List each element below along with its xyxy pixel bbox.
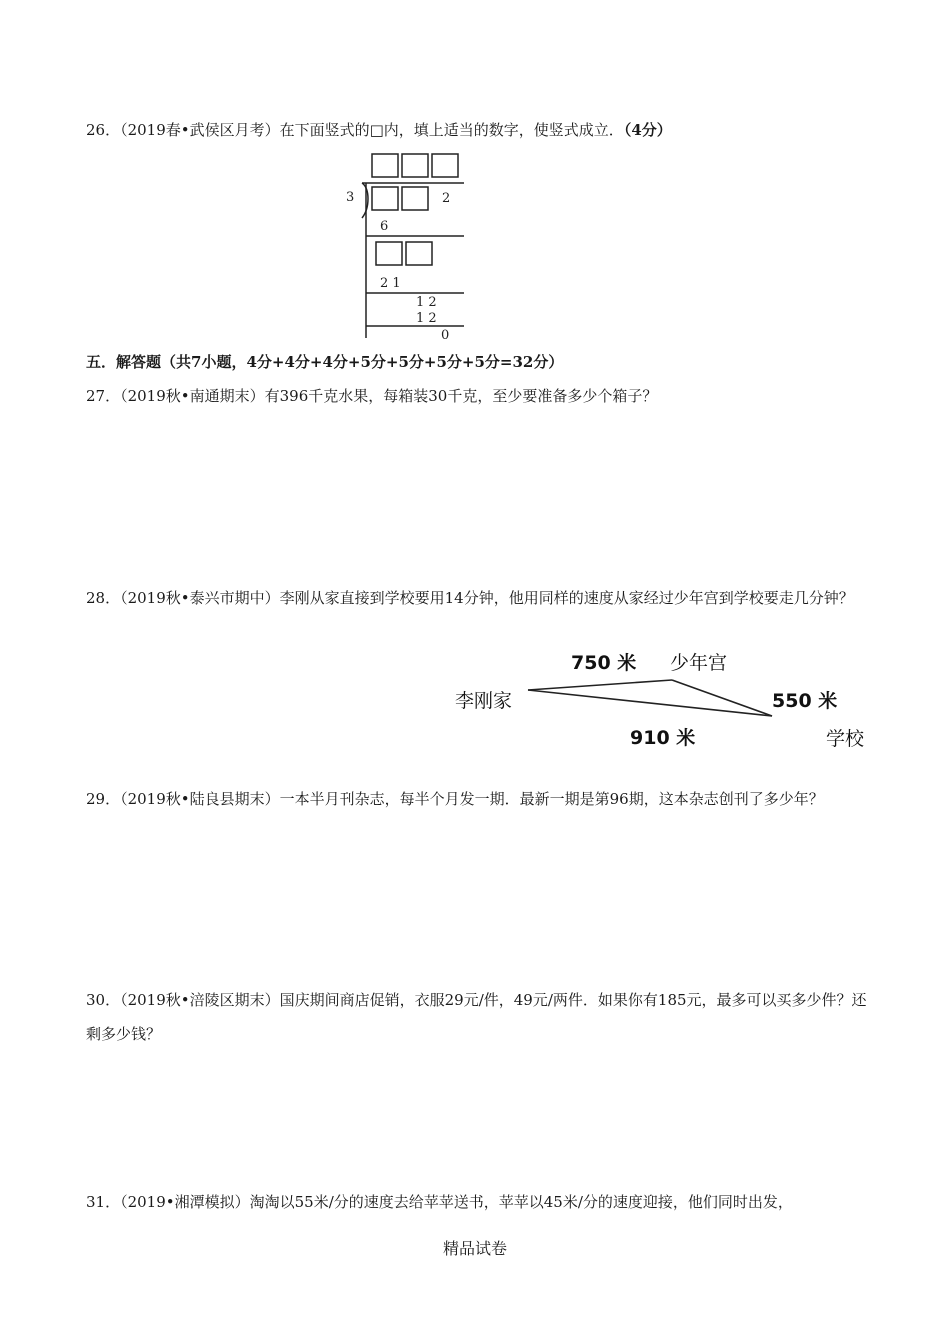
question-points: （4分）	[623, 121, 672, 139]
route-map-figure	[450, 645, 880, 760]
divisor-digit: 3	[346, 190, 355, 205]
home-to-school-distance: 910 米	[630, 727, 696, 749]
home-label: 李刚家	[455, 690, 513, 712]
question-text: 在下面竖式的□内，填上适当的数字，使竖式成立．	[279, 121, 624, 139]
section-title: 五．解答题（共7小题，4分+4分+4分+5分+5分+5分+5分=32分）	[86, 353, 564, 371]
division-bracket	[362, 183, 368, 218]
school-label: 学校	[826, 728, 865, 750]
quotient-box-1	[372, 154, 398, 177]
dividend-known-digit: 2	[442, 191, 451, 206]
question-number: 29．	[86, 790, 121, 808]
question-text: 李刚从家直接到学校要用14分钟，他用同样的速度从家经过少年宫到学校要走几分钟？	[279, 589, 854, 607]
question-number: 27．	[86, 387, 121, 405]
first-product: 6	[380, 219, 389, 234]
quotient-box-3	[432, 154, 458, 177]
home-to-palace-line	[528, 680, 672, 690]
question-source: （2019秋•陆良县期末）	[120, 790, 280, 808]
question-number: 26．	[86, 121, 121, 139]
palace-label: 少年宫	[670, 652, 728, 674]
question-text: 一本半月刊杂志，每半个月发一期．最新一期是第96期，这本杂志创刊了多少年？	[279, 790, 824, 808]
palace-to-school-distance: 550 米	[772, 690, 838, 712]
question-30	[86, 983, 868, 1051]
question-source: （2019秋•泰兴市期中）	[120, 589, 280, 607]
question-text: 淘淘以55米/分的速度去给苹苹送书，苹苹以45米/分的速度迎接，他们同时出发，	[249, 1193, 793, 1211]
question-source: （2019春•武侯区月考）	[120, 121, 280, 139]
third-line: 1 2	[416, 295, 437, 310]
quotient-box-2	[402, 154, 428, 177]
second-product: 2 1	[380, 276, 401, 291]
question-number: 30．	[86, 991, 121, 1009]
question-text: 有396千克水果，每箱装30千克，至少要准备多少个箱子？	[264, 387, 658, 405]
question-31	[86, 1185, 868, 1219]
question-text: 国庆期间商店促销，衣服29元/件，49元/两件．如果你有185元，最多可以买多少件？还剩多少钱？	[86, 991, 867, 1043]
question-29	[86, 782, 868, 816]
remainder-digit: 0	[441, 328, 450, 343]
question-number: 28．	[86, 589, 121, 607]
dividend-box-2	[402, 187, 428, 210]
remainder-box-1	[376, 242, 402, 265]
question-28	[86, 581, 868, 615]
home-to-palace-distance: 750 米	[571, 652, 637, 674]
remainder-box-2	[406, 242, 432, 265]
question-26	[86, 113, 868, 147]
question-source: （2019•湘潭模拟）	[120, 1193, 250, 1211]
long-division-figure	[340, 148, 475, 344]
fourth-line: 1 2	[416, 311, 437, 326]
question-source: （2019秋•涪陵区期末）	[120, 991, 280, 1009]
question-source: （2019秋•南通期末）	[120, 387, 265, 405]
page-footer: 精品试卷	[442, 1239, 507, 1258]
question-27	[86, 379, 868, 413]
question-number: 31．	[86, 1193, 121, 1211]
dividend-box-1	[372, 187, 398, 210]
